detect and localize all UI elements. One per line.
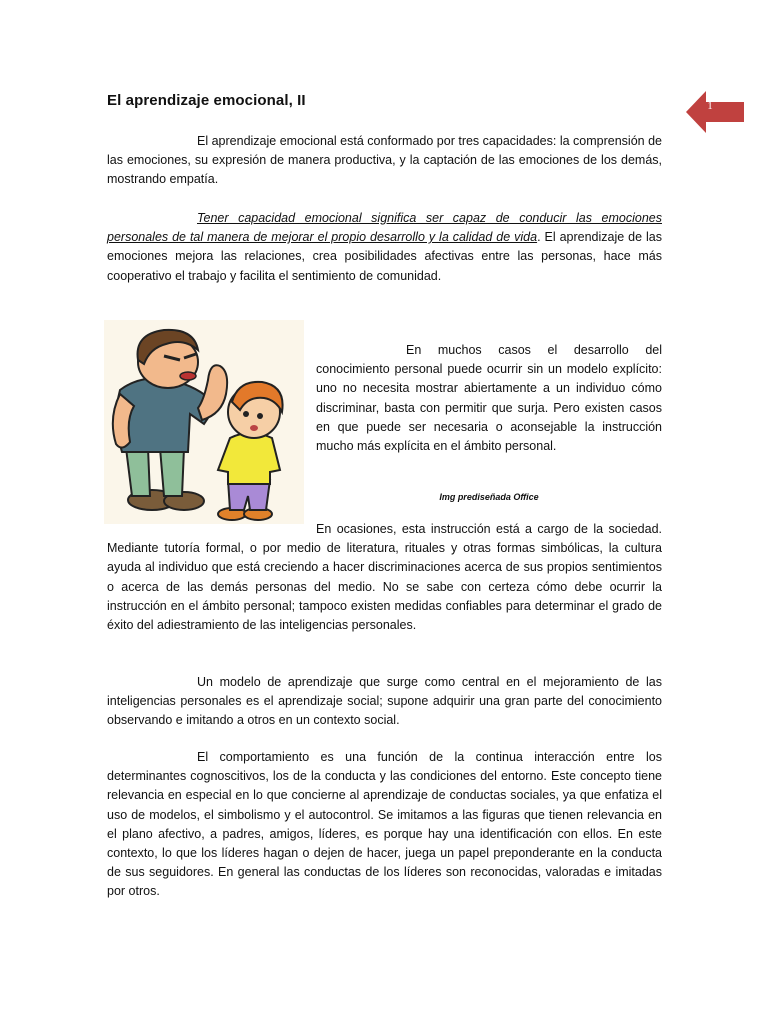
paragraph-6: El comportamiento es una función de la continua interacción entre los determinantes cognoscitivos, los de la conducta y las condiciones del entorno. Este concepto tiene relevancia en especial en lo que concierne al aprendizaje de conductas sociales, ya que enfatiza el uso de modelos, el simbolismo y el autocontrol. Se imitamos a las figuras que tienen relevancia en el plano afectivo, a padres, amigos, líderes, es porque hay una identificación con ellos. En este contexto, lo que los líderes hagan o dejen de hacer, juega un papel preponderante en la conducta de sus seguidores. En general las conductas de los líderes son reconocidas, valoradas e imitadas por otros. [107,750,662,899]
image-caption: Img prediseñada Office [439,492,539,502]
paragraph-2-rest: . El aprendizaje de las emociones mejora las relaciones, crea posibilidades afectivas entre las personas, hace más cooperativo el trabajo y facilita el sentimiento de comunidad. [107,230,662,283]
paragraph-5: Un modelo de aprendizaje que surge como central en el mejoramiento de las inteligencias personales es el aprendizaje social; supone adquirir una gran parte del conocimiento observando e imitando a otros en un contexto social. [107,675,662,728]
paragraph-4 [107,520,662,635]
paragraph-2 [107,209,662,286]
page-number: 1 [707,100,713,112]
paragraph-3: En muchos casos el desarrollo del conocimiento personal puede ocurrir sin un modelo explícito: uno no necesita mostrar abiertamente a un individuo cómo discriminar, basta con permitir que surja. Pero existen casos en que puede ser necesaria o aconsejable la instrucción mucho más explícita en el ámbito personal. [316,343,662,454]
page-title: El aprendizaje emocional, II [107,92,306,109]
paragraph-1: El aprendizaje emocional está conformado por tres capacidades: la comprensión de las emociones, su expresión de manera productiva, y la captación de las emociones de los demás, mostrando empatía. [107,134,662,187]
paragraph-2-emphasis: Tener capacidad emocional significa ser capaz de conducir las emociones personales de tal manera de mejorar el propio desarrollo y la calidad de vida [107,211,662,245]
paragraph-4-text: En ocasiones, esta instrucción está a cargo de la sociedad. Mediante tutoría formal, o por medio de literatura, rituales y otras formas simbólicas, la cultura ayuda al individuo que está creciendo a hacer discriminaciones acerca de sus propios sentimientos o acerca de las demás personas del medio. No se sabe con certeza cómo debe ocurrir la instrucción en el ámbito personal; tampoco existen medidas confiables para determinar el grado de éxito del adiestramiento de las inteligencias personales. [107,522,662,633]
back-arrow-icon[interactable] [686,90,746,134]
adult-scolding-child-illustration [104,320,304,524]
